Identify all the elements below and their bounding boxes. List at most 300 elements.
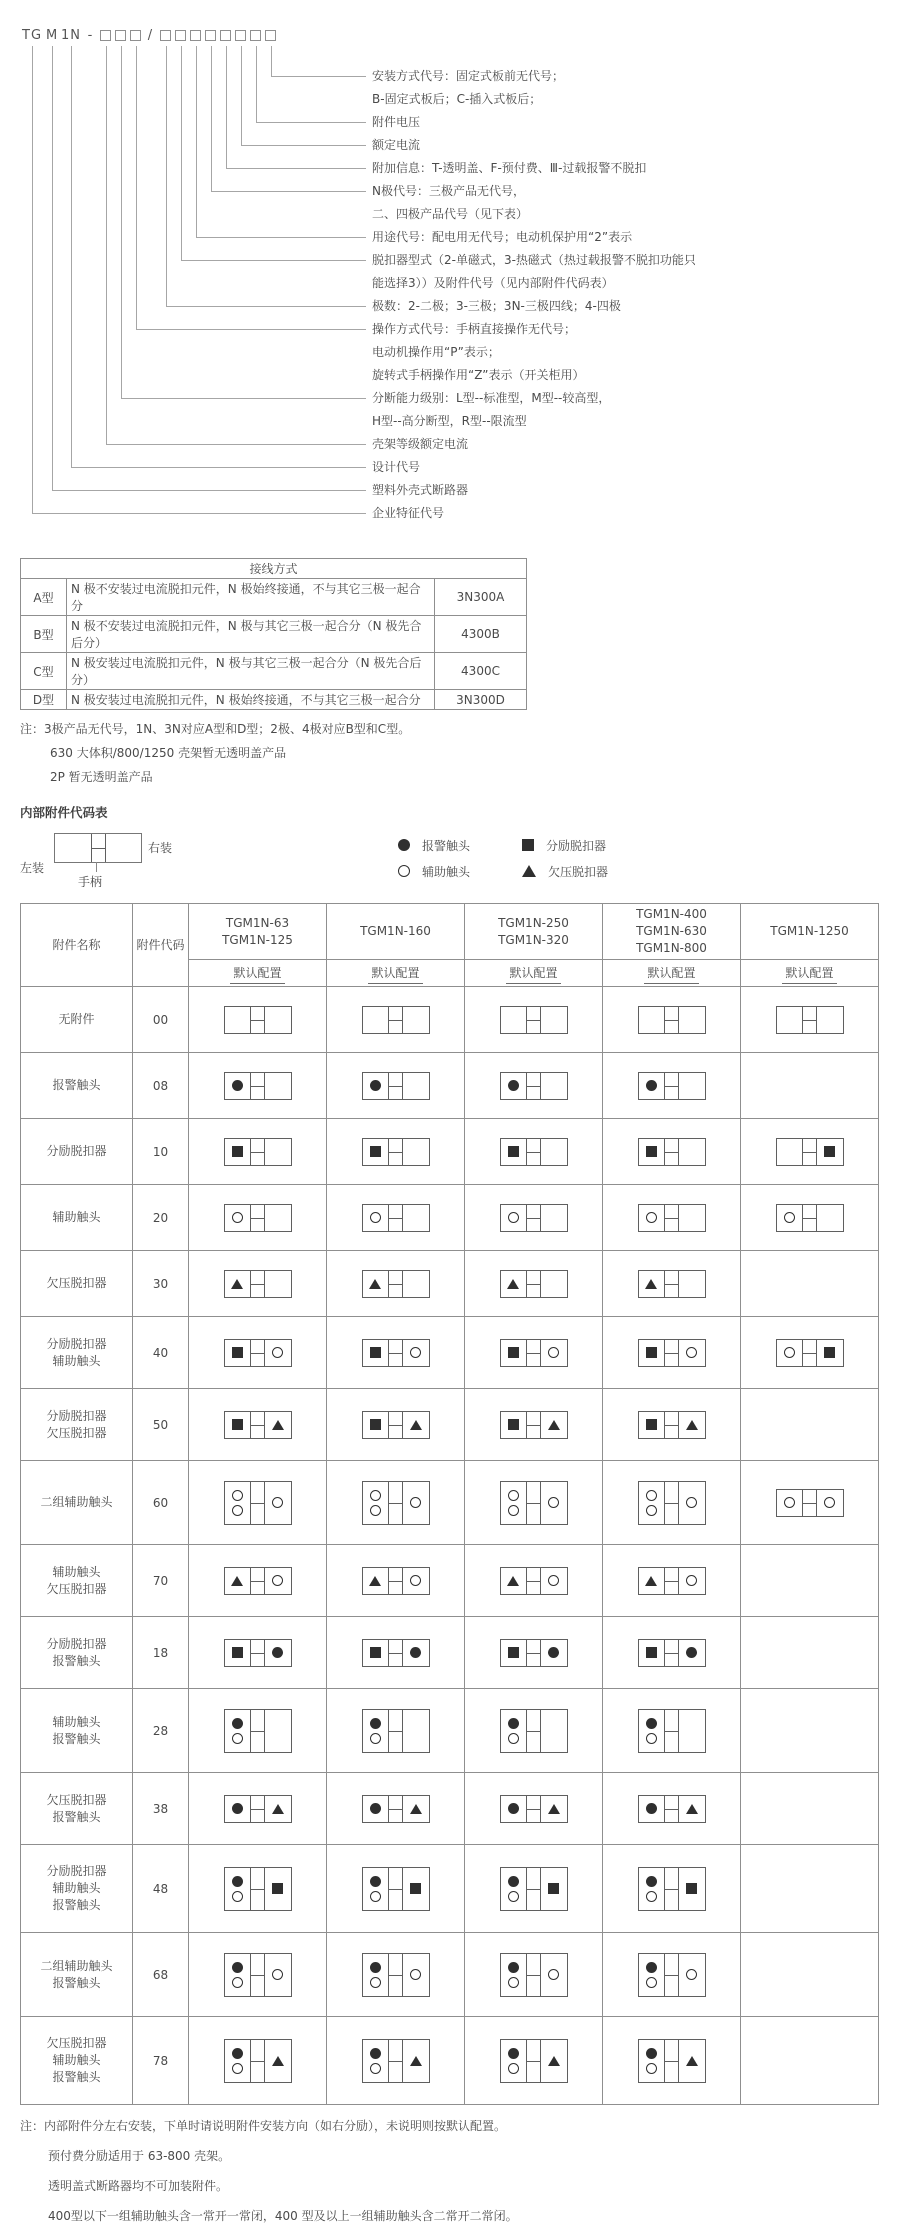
breaker-left-compartment [639,1868,665,1910]
alarm-symbol-icon [508,1080,519,1091]
breaker-right-compartment [541,1868,567,1910]
breaker-right-compartment [265,1954,291,1996]
accessory-name-cell [21,1185,133,1251]
breaker-diagram [362,1567,430,1595]
shunt-symbol-icon [508,1146,519,1157]
aux-symbol-icon [686,1969,697,1980]
aux-symbol-icon [548,1347,559,1358]
breaker-diagram [638,1339,706,1367]
breaker-right-compartment [403,1640,429,1666]
default-config-label: 默认配置 [506,966,560,984]
wiring-table-header-row [21,559,527,579]
code-box [130,30,141,41]
accessory-row [21,1119,879,1185]
accessory-name-cell [21,1317,133,1389]
code-box [100,30,111,41]
uv-symbol-icon [410,1420,422,1430]
breaker-diagram [362,1339,430,1367]
accessory-code-cell: 68 [133,1933,189,2017]
accessory-name-line: 欠压脱扣器 [46,2036,107,2050]
alarm-symbol-icon [232,1718,243,1729]
shunt-symbol-icon [522,839,534,851]
config-diagram-cell [603,1617,741,1689]
code-label: H型--高分断型，R型--限流型 [372,414,527,428]
config-diagram-cell [465,1461,603,1545]
accessory-row [21,987,879,1053]
breaker-diagram [638,1867,706,1911]
accessory-name-line: 辅助触头 [52,1881,101,1895]
accessory-note-line: 透明盖式断路器均不可加装附件。 [48,2179,229,2193]
accessory-name-line: 辅助触头 [52,1210,101,1224]
config-diagram-cell [603,1389,741,1461]
accessory-code-cell: 48 [133,1845,189,1933]
breaker-right-compartment [679,1710,705,1752]
accessory-name-cell [21,1053,133,1119]
accessory-name-line: 报警触头 [52,1898,101,1912]
code-box [265,30,276,41]
aux-symbol-icon [272,1497,283,1508]
config-diagram-cell [327,1317,465,1389]
model-code-diagram [0,14,900,548]
breaker-diagram [362,1411,430,1439]
alarm-symbol-icon [232,2048,243,2059]
breaker-handle [526,1340,541,1366]
handle-leader-line [96,862,97,872]
alarm-symbol-icon [548,1647,559,1658]
breaker-left-compartment [225,1271,251,1297]
connector-line-horizontal [121,398,366,399]
breaker-right-compartment [817,1007,843,1033]
breaker-diagram [362,1138,430,1166]
breaker-right-compartment [679,1868,705,1910]
config-diagram-cell [465,2017,603,2105]
accessory-name-line: 分励脱扣器 [46,1144,107,1158]
alarm-symbol-icon [232,1080,243,1091]
accessory-header-row [21,904,879,960]
product-column-header [327,904,465,960]
breaker-left-compartment [225,1710,251,1752]
uv-symbol-icon [548,2056,560,2066]
accessory-name-cell [21,1251,133,1317]
config-diagram-cell [189,1389,327,1461]
config-diagram-cell [465,1933,603,2017]
breaker-diagram [500,1270,568,1298]
breaker-handle [250,1073,265,1099]
breaker-diagram [638,1639,706,1667]
breaker-right-compartment [265,1640,291,1666]
aux-symbol-icon [508,1505,519,1516]
breaker-handle [802,1490,817,1516]
breaker-left-compartment [363,1954,389,1996]
config-diagram-cell [741,1317,879,1389]
wiring-desc-cell: N 极安装过电流脱扣元件，N 极与其它三极一起合分（N 极先合后分） [67,653,435,690]
code-label: 设计代号 [372,460,421,474]
breaker-handle [664,1710,679,1752]
breaker-right-compartment [679,1205,705,1231]
connector-line-vertical [181,46,182,260]
breaker-diagram [776,1204,844,1232]
code-box [250,30,261,41]
breaker-left-compartment [225,1568,251,1594]
product-column-header [189,904,327,960]
breaker-right-compartment [403,1954,429,1996]
product-model-name: TGM1N-800 [636,941,707,955]
code-label: N极代号：三极产品无代号， [372,184,525,198]
breaker-right-compartment [265,1868,291,1910]
breaker-diagram [362,1006,430,1034]
breaker-handle [388,1205,403,1231]
shunt-symbol-icon [646,1347,657,1358]
legend-item-label: 辅助触头 [422,864,471,879]
breaker-diagram [224,1567,292,1595]
product-model-name: TGM1N-400 [636,907,707,921]
config-diagram-cell [189,1119,327,1185]
install-orientation-diagram [20,831,230,895]
shunt-symbol-icon [232,1347,243,1358]
accessory-row [21,1461,879,1545]
alarm-symbol-icon [646,1962,657,1973]
breaker-handle [664,1205,679,1231]
config-diagram-cell [327,1689,465,1773]
legend-item-label: 分励脱扣器 [546,838,607,853]
accessory-code-cell: 30 [133,1251,189,1317]
breaker-right-compartment [265,1412,291,1438]
breaker-diagram [500,1953,568,1997]
wiring-desc-cell: N 极不安装过电流脱扣元件，N 极始终接通，不与其它三极一起合分 [67,579,435,616]
breaker-right-compartment [403,2040,429,2082]
config-diagram-cell [603,987,741,1053]
aux-symbol-icon [370,1977,381,1988]
aux-symbol-icon [370,1733,381,1744]
config-diagram-cell [327,1545,465,1617]
breaker-diagram [224,1953,292,1997]
accessory-legend [20,831,900,899]
breaker-left-compartment [225,1796,251,1822]
breaker-handle [250,1710,265,1752]
aux-symbol-icon [686,1497,697,1508]
breaker-left-compartment [363,1073,389,1099]
breaker-diagram [638,1567,706,1595]
breaker-right-compartment [403,1139,429,1165]
breaker-handle [664,1868,679,1910]
alarm-symbol-icon [508,2048,519,2059]
code-label: 附加信息：T-透明盖、F-预付费、Ⅲ-过载报警不脱扣 [372,161,647,175]
wiring-table-row [21,653,527,690]
aux-symbol-icon [548,1497,559,1508]
config-diagram-cell [189,1053,327,1119]
breaker-handle [664,2040,679,2082]
config-diagram-cell [465,1119,603,1185]
shunt-symbol-icon [508,1419,519,1430]
breaker-handle [526,2040,541,2082]
config-diagram-cell [603,1689,741,1773]
breaker-left-compartment [55,834,91,862]
accessory-name-cell [21,1119,133,1185]
breaker-right-compartment [541,1568,567,1594]
shunt-symbol-icon [232,1647,243,1658]
accessory-name-line: 报警触头 [52,2070,101,2084]
breaker-diagram [500,1339,568,1367]
wiring-code-cell: 3N300A [435,579,527,616]
aux-symbol-icon [508,1490,519,1501]
aux-symbol-icon [548,1575,559,1586]
config-diagram-cell [189,1185,327,1251]
breaker-handle [250,2040,265,2082]
breaker-diagram [362,1481,430,1525]
uv-symbol-icon [272,1804,284,1814]
breaker-diagram [638,1709,706,1753]
breaker-right-compartment [679,1340,705,1366]
breaker-diagram [362,2039,430,2083]
alarm-symbol-icon [646,1080,657,1091]
breaker-right-compartment [541,1482,567,1524]
accessory-row [21,2017,879,2105]
breaker-left-compartment [639,1340,665,1366]
breaker-right-compartment [541,1205,567,1231]
accessory-code-cell: 60 [133,1461,189,1545]
breaker-left-compartment [225,1640,251,1666]
breaker-right-compartment [541,1710,567,1752]
breaker-right-compartment [265,1710,291,1752]
breaker-diagram [776,1489,844,1517]
connector-line-horizontal [271,76,366,77]
aux-symbol-icon [686,1575,697,1586]
breaker-diagram [362,1204,430,1232]
product-model-name: TGM1N-1250 [770,924,849,938]
alarm-symbol-icon [370,1718,381,1729]
aux-symbol-icon [232,1977,243,1988]
breaker-right-compartment [541,1954,567,1996]
default-config-label: 默认配置 [782,966,836,984]
breaker-left-compartment [225,1139,251,1165]
breaker-diagram [638,1204,706,1232]
connector-line-vertical [166,46,167,306]
wiring-table-row [21,690,527,710]
breaker-right-compartment [541,2040,567,2082]
alarm-symbol-icon [232,1876,243,1887]
breaker-left-compartment [363,1007,389,1033]
alarm-symbol-icon [646,1876,657,1887]
config-diagram-cell [741,1545,879,1617]
legend-item [522,863,608,880]
breaker-left-compartment [363,1139,389,1165]
breaker-handle [250,1868,265,1910]
config-diagram-cell [465,1545,603,1617]
aux-symbol-icon [646,1891,657,1902]
connector-line-vertical [106,46,107,444]
config-diagram-cell [465,1251,603,1317]
connector-line-horizontal [71,467,366,468]
code-separator: / [147,28,154,43]
product-column-header [741,904,879,960]
breaker-right-compartment [541,1271,567,1297]
default-config-label: 默认配置 [368,966,422,984]
breaker-right-compartment [817,1340,843,1366]
connector-line-vertical [271,46,272,76]
config-diagram-cell [603,1773,741,1845]
aux-symbol-icon [646,1733,657,1744]
product-model-name: TGM1N-320 [498,932,569,947]
legend-items [398,833,608,883]
aux-symbol-icon [370,2063,381,2074]
code-text: M [46,28,59,43]
accessory-name-cell [21,987,133,1053]
code-label: 额定电流 [372,138,421,152]
breaker-left-compartment [777,1490,803,1516]
config-diagram-cell [741,1933,879,2017]
uv-symbol-icon [369,1576,381,1586]
accessory-name-line: 分励脱扣器 [46,1864,107,1878]
breaker-right-compartment [403,1073,429,1099]
alarm-symbol-icon [370,1803,381,1814]
connector-line-horizontal [106,444,366,445]
breaker-handle [664,1640,679,1666]
accessory-name-line: 二组辅助触头 [40,1958,113,1973]
breaker-diagram [638,1270,706,1298]
breaker-handle [388,1007,403,1033]
accessory-name-line: 辅助触头 [52,1353,101,1368]
aux-symbol-icon [232,1212,243,1223]
breaker-handle [388,1073,403,1099]
product-model-name: TGM1N-63 [225,915,290,930]
breaker-handle [250,1954,265,1996]
config-diagram-cell [741,1053,879,1119]
code-label: 电动机操作用“P”表示； [372,345,500,359]
config-diagram-cell [465,1317,603,1389]
breaker-diagram [638,1953,706,1997]
connector-line-vertical [32,46,33,513]
config-diagram-cell [327,1119,465,1185]
breaker-handle [526,1205,541,1231]
breaker-left-compartment [501,1412,527,1438]
breaker-left-compartment [225,1007,251,1033]
alarm-symbol-icon [232,1803,243,1814]
wiring-desc-cell: N 极不安装过电流脱扣元件，N 极与其它三极一起合分（N 极先合后分） [67,616,435,653]
config-diagram-cell [327,1845,465,1933]
code-box [160,30,171,41]
breaker-left-compartment [639,1205,665,1231]
accessory-name-cell [21,1461,133,1545]
config-diagram-cell [327,1185,465,1251]
breaker-handle [250,1271,265,1297]
breaker-left-compartment [639,1412,665,1438]
breaker-right-compartment [541,1412,567,1438]
breaker-diagram [224,1339,292,1367]
accessory-code-cell: 50 [133,1389,189,1461]
uv-symbol-icon [231,1279,243,1289]
alarm-symbol-icon [410,1647,421,1658]
accessory-code-cell: 08 [133,1053,189,1119]
legend-item [398,863,470,880]
breaker-handle [250,1340,265,1366]
accessory-note-line: 注：内部附件分左右安装，下单时请说明附件安装方向（如右分励），未说明则按默认配置。 [20,2119,507,2133]
config-diagram-cell [741,1689,879,1773]
default-config-header [327,960,465,987]
accessory-code-cell: 00 [133,987,189,1053]
aux-symbol-icon [824,1497,835,1508]
breaker-right-compartment [541,1139,567,1165]
breaker-diagram [500,1072,568,1100]
accessory-code-cell: 20 [133,1185,189,1251]
code-label: B-固定式板后；C-插入式板后； [372,92,542,106]
breaker-right-compartment [403,1340,429,1366]
code-label: 分断能力级别：L型--标准型，M型--较高型， [372,391,611,405]
aux-symbol-icon [232,1891,243,1902]
breaker-diagram [776,1339,844,1367]
accessory-name-line: 报警触头 [52,1975,101,1990]
connector-line-vertical [256,46,257,122]
uv-symbol-icon [507,1576,519,1586]
config-diagram-cell [603,1317,741,1389]
uv-symbol-icon [686,1420,698,1430]
shunt-symbol-icon [646,1146,657,1157]
accessory-notes [20,2119,900,2224]
shunt-symbol-icon [370,1146,381,1157]
breaker-handle [526,1796,541,1822]
breaker-left-compartment [363,1482,389,1524]
breaker-left-compartment [501,1796,527,1822]
breaker-diagram [224,1709,292,1753]
aux-symbol-icon [272,1575,283,1586]
config-diagram-cell [465,1617,603,1689]
breaker-left-compartment [501,1954,527,1996]
aux-symbol-icon [410,1347,421,1358]
connector-line-horizontal [32,513,366,514]
breaker-right-compartment [265,1073,291,1099]
accessory-note-line: 400型以下一组辅助触头含一常开一常闭，400 型及以上一组辅助触头含二常开二常闭。 [48,2209,518,2223]
accessory-name-header: 附件名称 [21,904,133,987]
code-box [235,30,246,41]
product-model-name: TGM1N-250 [498,915,569,930]
breaker-right-compartment [403,1205,429,1231]
uv-symbol-icon [231,1576,243,1586]
breaker-handle [388,2040,403,2082]
uv-symbol-icon [369,1279,381,1289]
breaker-left-compartment [363,2040,389,2082]
config-diagram-cell [465,1185,603,1251]
breaker-right-compartment [679,1073,705,1099]
shunt-symbol-icon [370,1347,381,1358]
breaker-left-compartment [639,1640,665,1666]
config-diagram-cell [327,2017,465,2105]
breaker-handle [388,1271,403,1297]
config-diagram-cell [189,1251,327,1317]
code-label: 塑料外壳式断路器 [372,483,469,497]
breaker-left-compartment [639,1007,665,1033]
breaker-diagram [362,1639,430,1667]
connector-line-vertical [121,46,122,398]
wiring-code-cell: 4300B [435,616,527,653]
breaker-handle [526,1139,541,1165]
connector-line-vertical [71,46,72,467]
code-box [205,30,216,41]
accessory-row [21,1933,879,2017]
aux-symbol-icon [370,1505,381,1516]
connector-line-horizontal [181,260,366,261]
code-box [175,30,186,41]
breaker-right-compartment [679,1139,705,1165]
shunt-symbol-icon [824,1146,835,1157]
breaker-left-compartment [639,1954,665,1996]
breaker-diagram [638,1072,706,1100]
accessory-name-cell [21,1773,133,1845]
breaker-left-compartment [363,1271,389,1297]
breaker-right-compartment [403,1796,429,1822]
breaker-diagram [362,1709,430,1753]
breaker-diagram [224,1795,292,1823]
breaker-left-compartment [501,1139,527,1165]
config-diagram-cell [327,1461,465,1545]
